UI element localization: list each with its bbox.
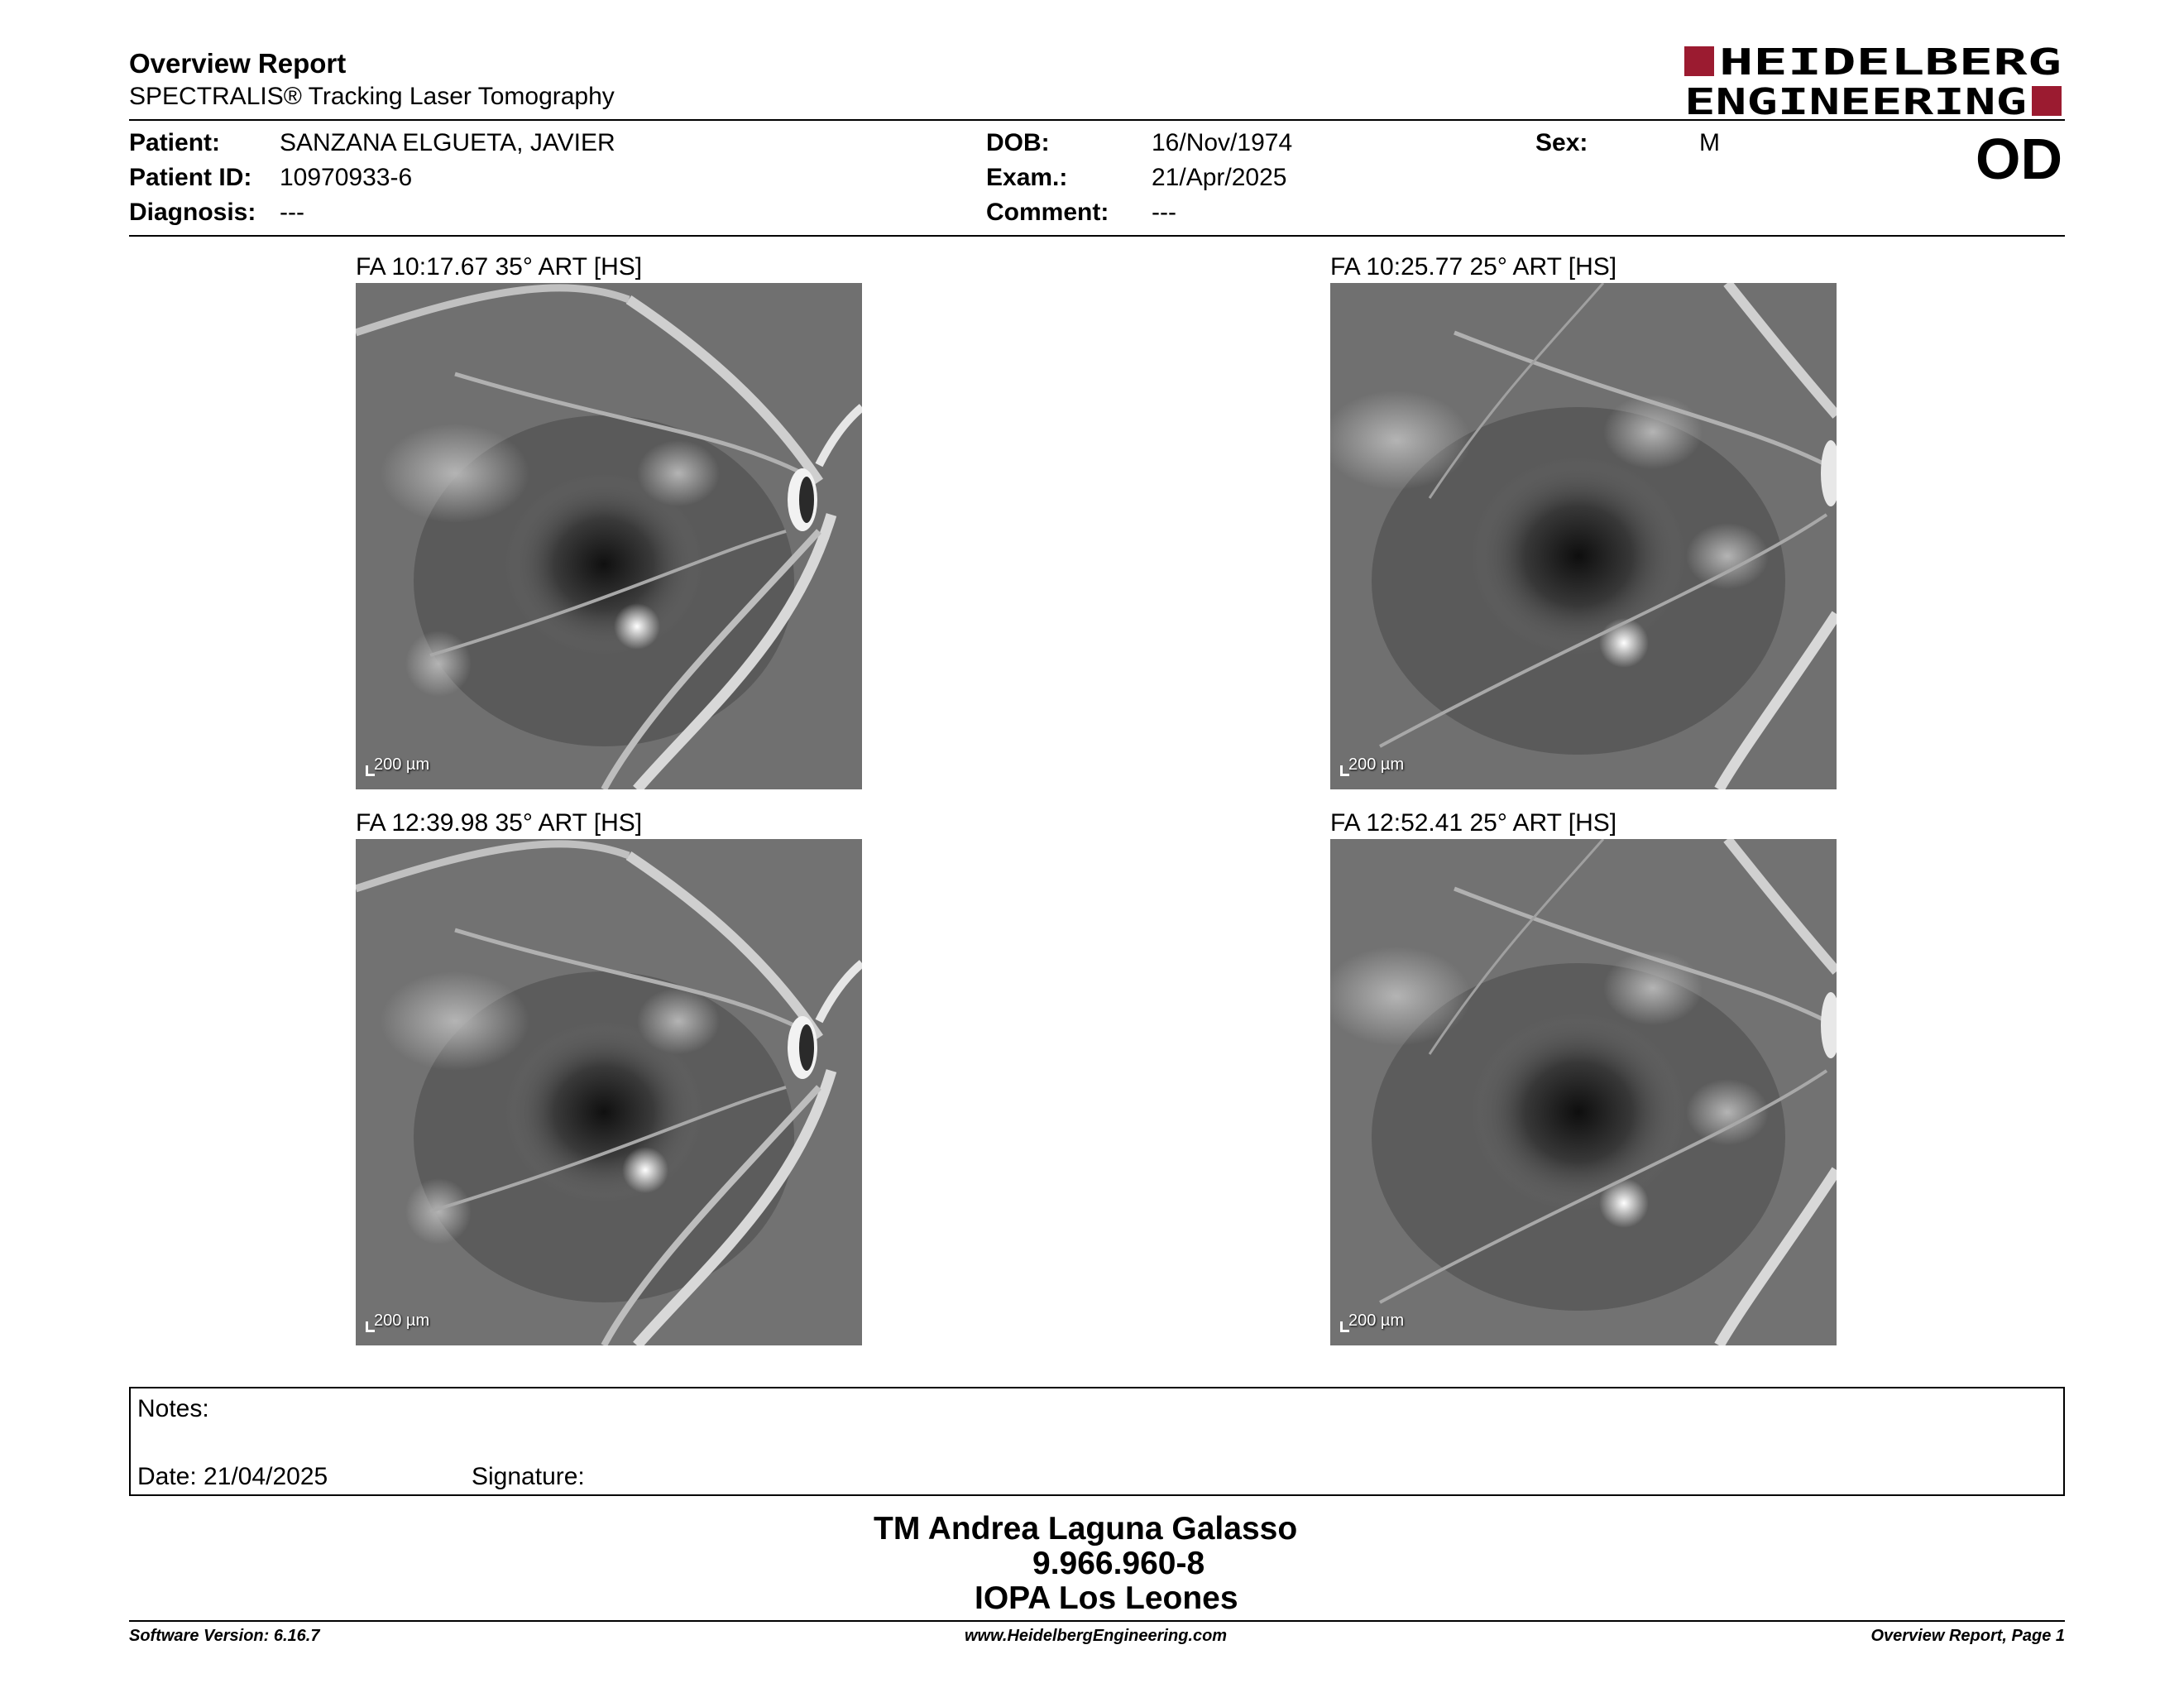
image-title-2: FA 10:25.77 25° ART [HS] [1330,253,1617,281]
patient-id: 10970933-6 [280,164,413,191]
fundus-image-2 [1330,283,1837,789]
scale-label-3: 200 µm [374,1312,430,1330]
fundus-image-1 [356,283,862,789]
image-title-1: FA 10:17.67 35° ART [HS] [356,253,643,281]
fundus-image-3 [356,839,862,1345]
patient-name: SANZANA ELGUETA, JAVIER [280,129,615,156]
logo-line2: ENGINEERING [1684,81,2027,117]
fundus-image-4 [1330,839,1837,1345]
heidelberg-engineering-logo [1684,45,2065,117]
diagnosis-label: Diagnosis: [129,199,256,226]
software-version: Software Version: 6.16.7 [129,1627,320,1645]
dob-label: DOB: [986,129,1050,156]
patient-divider [129,235,2065,237]
notes-label: Notes: [137,1395,209,1422]
image-title-4: FA 12:52.41 25° ART [HS] [1330,809,1617,837]
comment-label: Comment: [986,199,1109,226]
scale-label-1: 200 µm [374,755,430,774]
notes-box[interactable] [129,1387,2065,1496]
image-title-3: FA 12:39.98 35° ART [HS] [356,809,643,837]
sex-value: M [1699,129,1720,156]
scale-label-2: 200 µm [1348,755,1405,774]
diagnosis-value: --- [280,199,304,226]
technician-name: TM Andrea Laguna Galasso [874,1511,1298,1547]
report-title: Overview Report [129,48,347,79]
sex-label: Sex: [1535,129,1588,156]
exam-value: 21/Apr/2025 [1152,164,1287,191]
institution-name: IOPA Los Leones [975,1580,1238,1616]
header-divider [129,119,2065,121]
scale-label-4: 200 µm [1348,1312,1405,1330]
logo-line1: HEIDELBERG [1719,45,2062,84]
exam-label: Exam.: [986,164,1068,191]
page-number: Overview Report, Page 1 [1870,1627,2065,1645]
report-subtitle: SPECTRALIS® Tracking Laser Tomography [129,83,615,110]
signature-label: Signature: [472,1463,585,1490]
comment-value: --- [1152,199,1176,226]
dob-value: 16/Nov/1974 [1152,129,1293,156]
website-link[interactable]: www.HeidelbergEngineering.com [965,1627,1228,1645]
date-field: Date: 21/04/2025 [137,1463,328,1490]
patient-id-label: Patient ID: [129,164,252,191]
footer-divider [129,1620,2065,1622]
technician-id: 9.966.960-8 [1032,1546,1205,1581]
eye-indicator: OD [1976,127,2062,191]
patient-label: Patient: [129,129,221,156]
